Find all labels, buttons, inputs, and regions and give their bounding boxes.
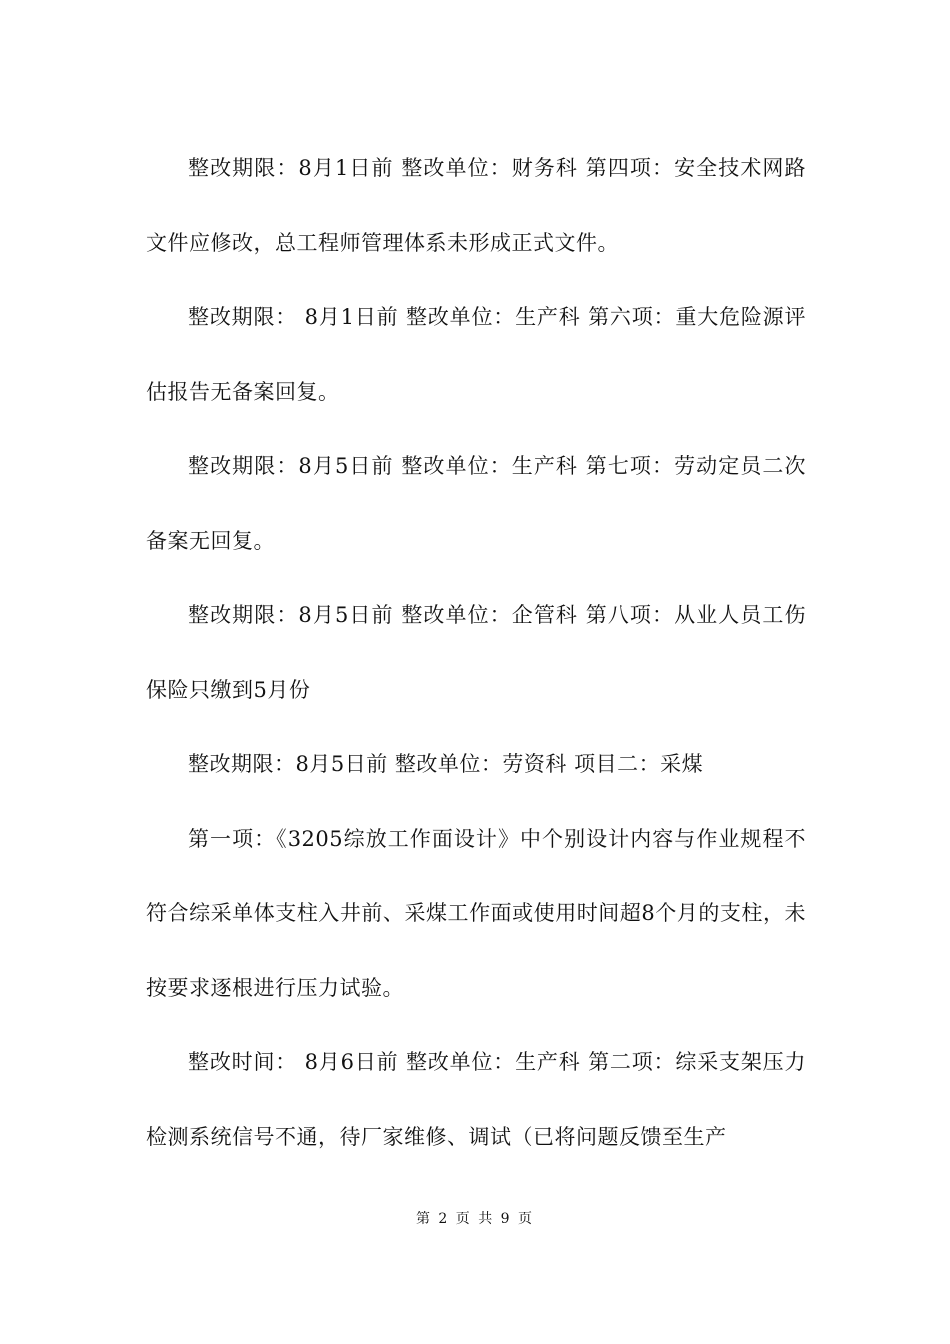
paragraph-3: 整改期限：8月5日前 整改单位：生产科 第七项：劳动定员二次备案无回复。 — [146, 454, 806, 553]
page-footer: 第 2 页 共 9 页 — [415, 1211, 535, 1227]
paragraph-7: 整改时间： 8月6日前 整改单位：生产科 第二项：综采支架压力检测系统信号不通，待厂家维修、调试（已将问题反馈至生产 — [146, 1050, 806, 1149]
paragraph-2: 整改期限： 8月1日前 整改单位：生产科 第六项：重大危险源评估报告无备案回复。 — [146, 305, 806, 404]
paragraph-1: 整改期限：8月1日前 整改单位：财务科 第四项：安全技术网路文件应修改，总工程师管理体系未形成正式文件。 — [146, 156, 806, 255]
document-body — [146, 131, 806, 1174]
paragraph-6: 第一项：《3205综放工作面设计》中个别设计内容与作业规程不符合综采单体支柱入井前、采煤工作面或使用时间超8个月的支柱，未按要求逐根进行压力试验。 — [146, 826, 806, 1000]
paragraph-4: 整改期限：8月5日前 整改单位：企管科 第八项：从业人员工伤保险只缴到5月份 — [146, 603, 806, 702]
paragraph-5: 整改期限：8月5日前 整改单位：劳资科 项目二：采煤 — [188, 752, 704, 776]
